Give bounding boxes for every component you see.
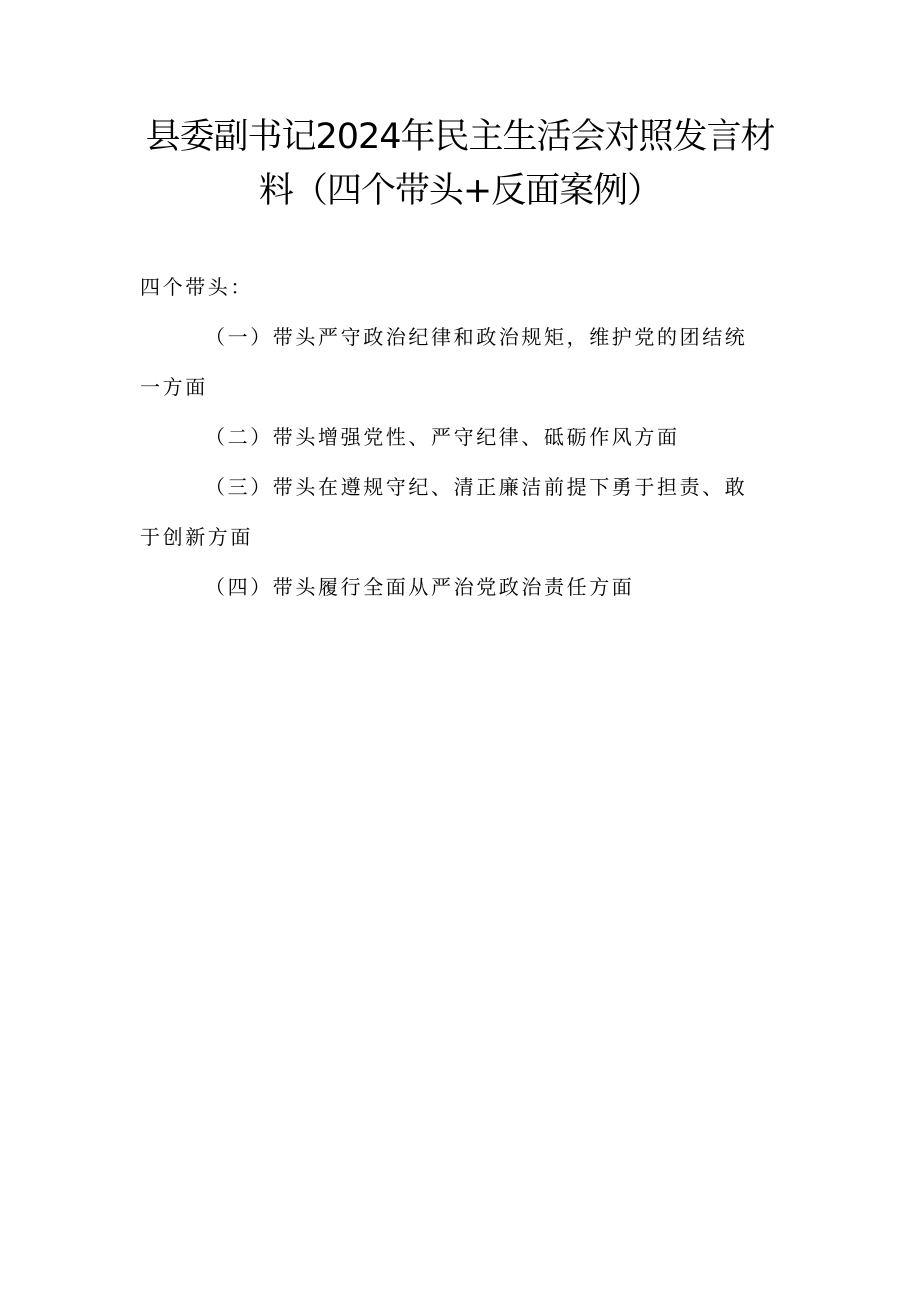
list-item-4: （四）带头履行全面从严治党政治责任方面 [205, 575, 635, 599]
title-line-1: 县委副书记2024年民主生活会对照发言材 [145, 117, 775, 157]
list-item-2: （二）带头增强党性、严守纪律、砥砺作风方面 [205, 425, 680, 449]
document-title [140, 110, 780, 218]
document-body [140, 262, 760, 612]
title-line-2: 料（四个带头+反面案例） [258, 171, 662, 211]
list-item-1: （一）带头严守政治纪律和政治规矩，维护党的团结统一方面 [140, 325, 748, 399]
list-item-3: （三）带头在遵规守纪、清正廉洁前提下勇于担责、敢于创新方面 [140, 475, 748, 549]
intro-heading: 四个带头： [140, 275, 253, 299]
